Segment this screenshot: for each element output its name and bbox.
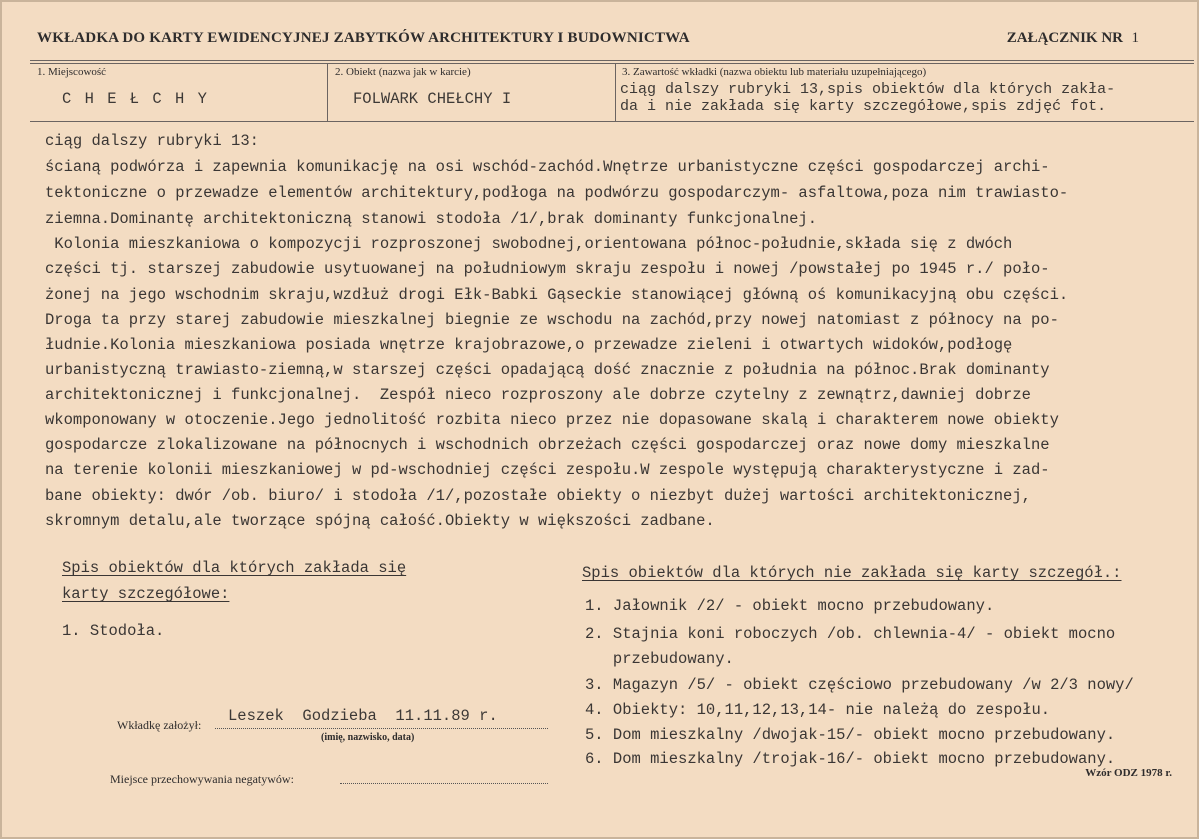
contents-line-1: ciąg dalszy rubryki 13,spis obiektów dla których zakła- (620, 81, 1116, 98)
negatives-label: Miejsce przechowywania negatywów: (110, 772, 294, 786)
body-line: bane obiekty: dwór /ob. biuro/ i stodoła /1/,pozostałe obiekty o niezbyt dużej wartości architektonicznej, (45, 487, 1031, 505)
template-mark: Wzór ODZ 1978 r. (1085, 767, 1172, 779)
body-line: ziemna.Dominantę architektoniczną stanowi stodoła /1/,brak dominanty funkcjonalnej. (45, 210, 818, 228)
locality-value: C H E Ł C H Y (62, 90, 209, 108)
body-line: ciąg dalszy rubryki 13: (45, 132, 259, 150)
left-list-heading-1: Spis obiektów dla których zakłada się (62, 559, 407, 577)
header-rule-top (30, 60, 1194, 61)
body-line: wkomponowany w otoczenie.Jego jednolitość rozbita nieco przez nie dopasowane skalą i charakterem nowe obiekty (45, 411, 1059, 429)
form-title: WKŁADKA DO KARTY EWIDENCYJNEJ ZABYTKÓW ARCHITEKTURY I BUDOWNICTWA (37, 30, 690, 46)
body-line: architektonicznej i funkcjonalnej. Zespół nieco rozproszony ale dobrze czytelny z zewnątrz,dawniej dobrze (45, 386, 1031, 404)
body-line: tektoniczne o przewadze elementów architektury,podłoga na podwórzu gospodarczym- asfaltowa,poza nim trawiasto- (45, 184, 1069, 202)
body-line: skromnym detalu,ale tworzące spójną całość.Obiekty w większości zadbane. (45, 512, 715, 530)
object-label: 2. Obiekt (nazwa jak w karcie) (335, 66, 471, 78)
left-list-item: 1. Stodoła. (62, 622, 165, 640)
field-rule-bottom (30, 121, 1194, 122)
contents-line-2: da i nie zakłada się karty szczegółowe,spis zdjęć fot. (620, 98, 1107, 115)
header-rule-top2 (30, 63, 1194, 64)
negatives-dotted-line (340, 783, 548, 784)
annex-number: 1 (1131, 30, 1139, 46)
right-list-item: 3. Magazyn /5/ - obiekt częściowo przebudowany /w 2/3 nowy/ (585, 676, 1134, 694)
body-line: na terenie kolonii mieszkaniowej w pd-wschodniej części zespołu.W zespole występują charakterystyczne i zad- (45, 461, 1050, 479)
body-line: łudnie.Kolonia mieszkaniowa posiada wnętrze krajobrazowe,o przewadze zieleni i otwartych widoków,podłogę (45, 336, 1013, 354)
body-line: żonej na jego wschodnim skraju,wzdłuż drogi Ełk-Babki Gąseckie stanowiącej główną oś komunikacyjną obu części. (45, 286, 1069, 304)
field-divider-1 (327, 63, 328, 121)
annex-label: ZAŁĄCZNIK NR (1006, 30, 1123, 46)
body-line: gospodarcze zlokalizowane na północnych i wschodnich obrzeżach części gospodarczej oraz nowe domy mieszkalne (45, 436, 1050, 454)
contents-label: 3. Zawartość wkładki (nazwa obiektu lub materiału uzupełniającego) (622, 66, 927, 78)
body-line: części tj. starszej zabudowie usytuowanej na południowym skraju zespołu i nowej /powstałej po 1945 r./ poło- (45, 260, 1050, 278)
field-divider-2 (615, 63, 616, 121)
right-list-heading: Spis obiektów dla których nie zakłada się karty szczegół.: (582, 564, 1122, 582)
right-list-item: 1. Jałownik /2/ - obiekt mocno przebudowany. (585, 597, 995, 615)
object-value: FOLWARK CHEŁCHY I (353, 90, 512, 108)
right-list-item: 5. Dom mieszkalny /dwojak-15/- obiekt mocno przebudowany. (585, 726, 1116, 744)
founder-label: Wkładkę założył: (117, 718, 202, 732)
body-line: Droga ta przy starej zabudowie mieszkalnej biegnie ze wschodu na zachód,przy nowej natomiast z północy na po- (45, 311, 1059, 329)
founder-dotted-line (215, 728, 548, 729)
body-line: ścianą podwórza i zapewnia komunikację na osi wschód-zachód.Wnętrze urbanistyczne części gospodarczej archi- (45, 158, 1050, 176)
founder-value: Leszek Godzieba 11.11.89 r. (228, 707, 498, 725)
left-list-heading-2: karty szczegółowe: (62, 585, 230, 603)
right-list-item: 6. Dom mieszkalny /trojak-16/- obiekt mocno przebudowany. (585, 750, 1116, 768)
founder-caption: (imię, nazwisko, data) (321, 732, 415, 743)
right-list-item: 4. Obiekty: 10,11,12,13,14- nie należą do zespołu. (585, 701, 1051, 719)
right-list-item: 2. Stajnia koni roboczych /ob. chlewnia-4/ - obiekt mocno (585, 625, 1116, 643)
body-line: Kolonia mieszkaniowa o kompozycji rozproszonej swobodnej,orientowana północ-południe,składa się z dwóch (45, 235, 1013, 253)
body-line: urbanistyczną trawiasto-ziemną,w starszej części opadającą dość znacznie z południa na północ.Brak dominanty (45, 361, 1050, 379)
locality-label: 1. Miejscowość (37, 66, 107, 78)
right-list-item: przebudowany. (585, 650, 734, 668)
